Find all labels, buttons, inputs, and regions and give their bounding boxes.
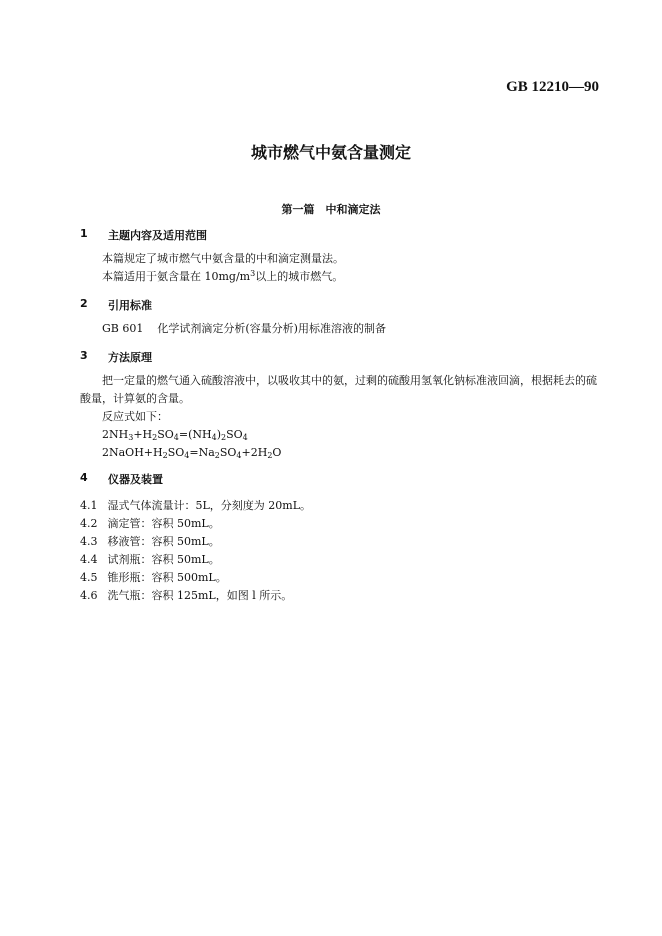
item-text: 湿式气体流量计：5L，分刻度为 20mL。 — [107, 499, 312, 512]
eq1-part: +H — [133, 428, 153, 441]
section-3-number: 3 — [80, 349, 88, 362]
section-1-title: 主题内容及适用范围 — [108, 229, 207, 242]
section-3-title: 方法原理 — [108, 351, 152, 364]
reference-standard — [102, 320, 386, 338]
principle-paragraph: 把一定量的燃气通入硫酸溶液中，以吸收其中的氨，过剩的硫酸用氢氧化钠标准液回滴，根据耗去的硫酸量，计算氨的含量。 — [80, 374, 597, 405]
eq2-part: 2NaOH+H — [102, 446, 163, 459]
section-2-title: 引用标准 — [108, 299, 152, 312]
item-text: 移液管：容积 50mL。 — [107, 535, 220, 548]
reference-title: 化学试剂滴定分析(容量分析)用标准溶液的制备 — [157, 322, 386, 335]
eq2-part: =Na — [189, 446, 215, 459]
list-item — [80, 584, 292, 603]
eq1-part: 2NH — [102, 428, 129, 441]
scope-text-start: 本篇适用于氨含量在 10mg/m — [102, 270, 251, 283]
item-number: 4.5 — [80, 571, 98, 584]
eq1-subscript: 4 — [242, 433, 248, 442]
item-number: 4.6 — [80, 589, 98, 602]
standard-code: GB 12210—90 — [506, 79, 599, 95]
eq2-part: O — [272, 446, 282, 459]
eq1-subscript: 2 — [221, 433, 227, 442]
eq1-subscript: 3 — [128, 433, 134, 442]
reaction-equation-1 — [102, 426, 248, 444]
section-4-title: 仪器及装置 — [108, 473, 163, 486]
section-1-line-2 — [102, 268, 343, 286]
eq1-part: ) — [216, 428, 221, 441]
item-text: 试剂瓶：容积 50mL。 — [107, 553, 220, 566]
item-number: 4.2 — [80, 517, 98, 530]
item-number: 4.4 — [80, 553, 98, 566]
item-number: 4.3 — [80, 535, 98, 548]
item-number: 4.1 — [80, 499, 98, 512]
item-text: 锥形瓶：容积 500mL。 — [107, 571, 227, 584]
section-4-number: 4 — [80, 471, 88, 484]
document-title: 城市燃气中氨含量测定 — [250, 143, 411, 162]
eq1-subscript: 2 — [152, 433, 158, 442]
eq2-subscript: 2 — [214, 451, 220, 460]
list-item — [80, 530, 220, 549]
eq2-subscript: 4 — [236, 451, 242, 460]
reference-code: GB 601 — [102, 322, 144, 335]
eq2-subscript: 2 — [267, 451, 273, 460]
list-item — [80, 494, 311, 513]
reaction-intro: 反应式如下： — [102, 410, 168, 423]
section-2-number: 2 — [80, 297, 88, 310]
eq2-part: SO — [167, 446, 185, 459]
section-1-line-1: 本篇规定了城市燃气中氨含量的中和滴定测量法。 — [102, 252, 344, 265]
item-text: 滴定管：容积 50mL。 — [107, 517, 220, 530]
eq2-part: SO — [219, 446, 237, 459]
eq1-subscript: 4 — [211, 433, 217, 442]
reaction-equation-2 — [102, 444, 281, 462]
eq1-part: SO — [157, 428, 174, 441]
eq2-subscript: 4 — [184, 451, 190, 460]
scope-text-end: 以上的城市燃气。 — [255, 270, 344, 283]
unit-superscript: 3 — [250, 269, 256, 278]
eq1-part: =(NH — [178, 428, 212, 441]
list-item — [80, 566, 227, 585]
eq1-part: SO — [226, 428, 243, 441]
eq2-subscript: 2 — [162, 451, 168, 460]
part-title: 第一篇 中和滴定法 — [281, 203, 381, 216]
item-text: 洗气瓶：容积 125mL，如图 l 所示。 — [107, 589, 293, 602]
list-item — [80, 548, 220, 567]
eq1-subscript: 4 — [173, 433, 179, 442]
list-item — [80, 512, 220, 531]
section-1-number: 1 — [80, 227, 88, 240]
eq2-part: +2H — [241, 446, 268, 459]
